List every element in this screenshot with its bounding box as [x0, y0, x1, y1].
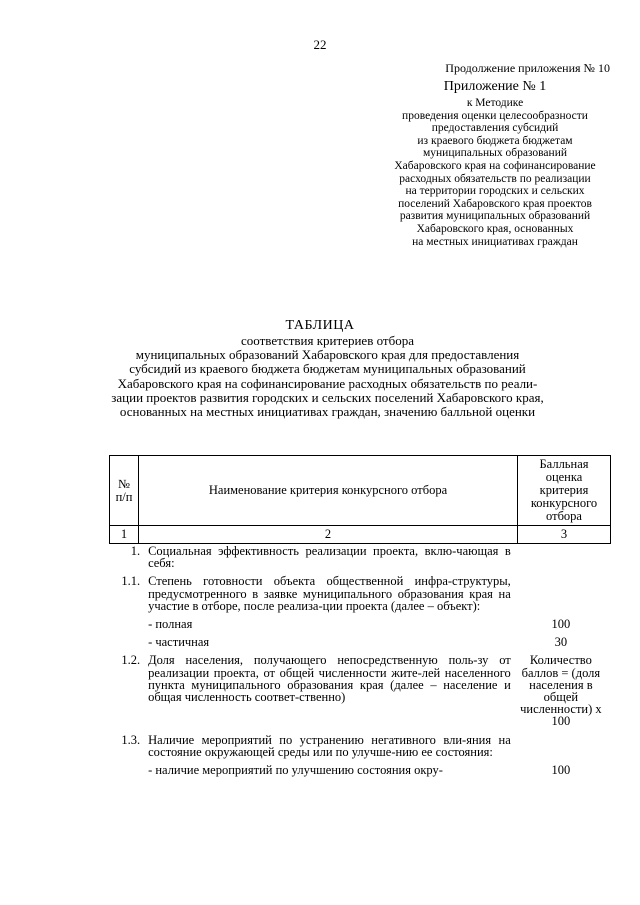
row-number: 1.1. [121, 574, 141, 589]
table-row [109, 654, 611, 727]
table-row [109, 618, 611, 630]
row-number: 1.3. [121, 732, 141, 747]
appendix-line: проведения оценки целесообразности [402, 109, 588, 122]
appendix-continuation: Продолжение приложения № 10 [445, 61, 610, 75]
appendix-line: из краевого бюджета бюджетам [417, 134, 573, 147]
page-number: 22 [313, 37, 327, 52]
header-number: № п/п [110, 456, 139, 526]
row-criterion: - частичная [148, 635, 210, 650]
row-criterion: Социальная эффективность реализации проекта, вклю-чающая в себя: [148, 544, 511, 571]
appendix-line: Хабаровского края, основанных [416, 222, 574, 235]
row-number [109, 636, 145, 648]
row-score [511, 575, 611, 612]
row-score: Количество баллов = (доля населения в общей численности) х 100 [520, 653, 602, 729]
header-score: Балльная оценка критерия конкурсного отбора [518, 456, 611, 526]
row-criterion: - полная [148, 617, 193, 632]
row-number: 1. [130, 544, 141, 558]
appendix-line: развития муниципальных образований [399, 210, 591, 223]
row-score [511, 734, 611, 758]
row-criterion: Наличие мероприятий по устранению негативного вли-яния на состояние окружающей среды или по улучше-нию ее состояния: [148, 732, 511, 759]
subtitle-line: Хабаровского края на софинансирование расходных обязательств по реали- [117, 375, 538, 391]
subtitle-line: основанных на местных инициативах граждан, значению балльной оценки [119, 404, 536, 420]
appendix-line: Хабаровского края на софинансирование [394, 159, 596, 172]
appendix-line: предоставления субсидий [431, 122, 559, 135]
table-row [109, 575, 611, 612]
row-criterion: - наличие мероприятий по улучшению состояния окру- [148, 763, 443, 778]
appendix-line: муниципальных образований [422, 147, 568, 160]
table-title: ТАБЛИЦА [285, 318, 355, 333]
appendix-line: на местных инициативах граждан [412, 235, 578, 248]
appendix-line: к Методике [466, 97, 524, 109]
appendix-line: на территории городских и сельских [405, 185, 585, 198]
table-row [109, 764, 611, 776]
row-number [109, 764, 145, 776]
table-row [109, 636, 611, 648]
subtitle-line: муниципальных образований Хабаровского края для предоставления [135, 347, 520, 363]
subtitle-line: зации проектов развития городских и сельских поселений Хабаровского края, [111, 389, 544, 405]
table-subtitle [70, 334, 585, 419]
row-score: 100 [551, 763, 571, 778]
table-row [109, 734, 611, 758]
table-row [109, 545, 611, 569]
appendix-title: Приложение № 1 [443, 79, 547, 94]
column-number-2: 2 [139, 526, 518, 544]
appendix-line: расходных обязательств по реализации [399, 172, 591, 185]
row-score [511, 545, 611, 569]
appendix-line: поселений Хабаровского края проектов [398, 197, 592, 210]
header-criterion: Наименование критерия конкурсного отбора [139, 456, 518, 526]
criteria-table-body [109, 545, 611, 776]
row-number [109, 618, 145, 630]
row-score: 30 [554, 635, 568, 650]
row-score: 100 [551, 617, 571, 632]
row-criterion: Степень готовности объекта общественной инфра-структуры, предусмотренного в заявке муниципального образования края на участие в отборе, после реализа-ции проекта (далее – объект): [148, 574, 511, 613]
appendix-description [380, 97, 610, 248]
subtitle-line: субсидий из краевого бюджета бюджетам муниципальных образований [129, 361, 526, 377]
criteria-table-header [109, 455, 611, 544]
column-number-1: 1 [110, 526, 139, 544]
row-number: 1.2. [121, 653, 141, 668]
subtitle-line: соответствия критериев отбора [241, 333, 414, 348]
column-number-3: 3 [518, 526, 611, 544]
row-criterion: Доля населения, получающего непосредственную поль-зу от реализации проекта, от общей численности жите-лей населенного пункта муниципального образования края (далее – население и общая численность соответ-ственно) [148, 653, 511, 705]
